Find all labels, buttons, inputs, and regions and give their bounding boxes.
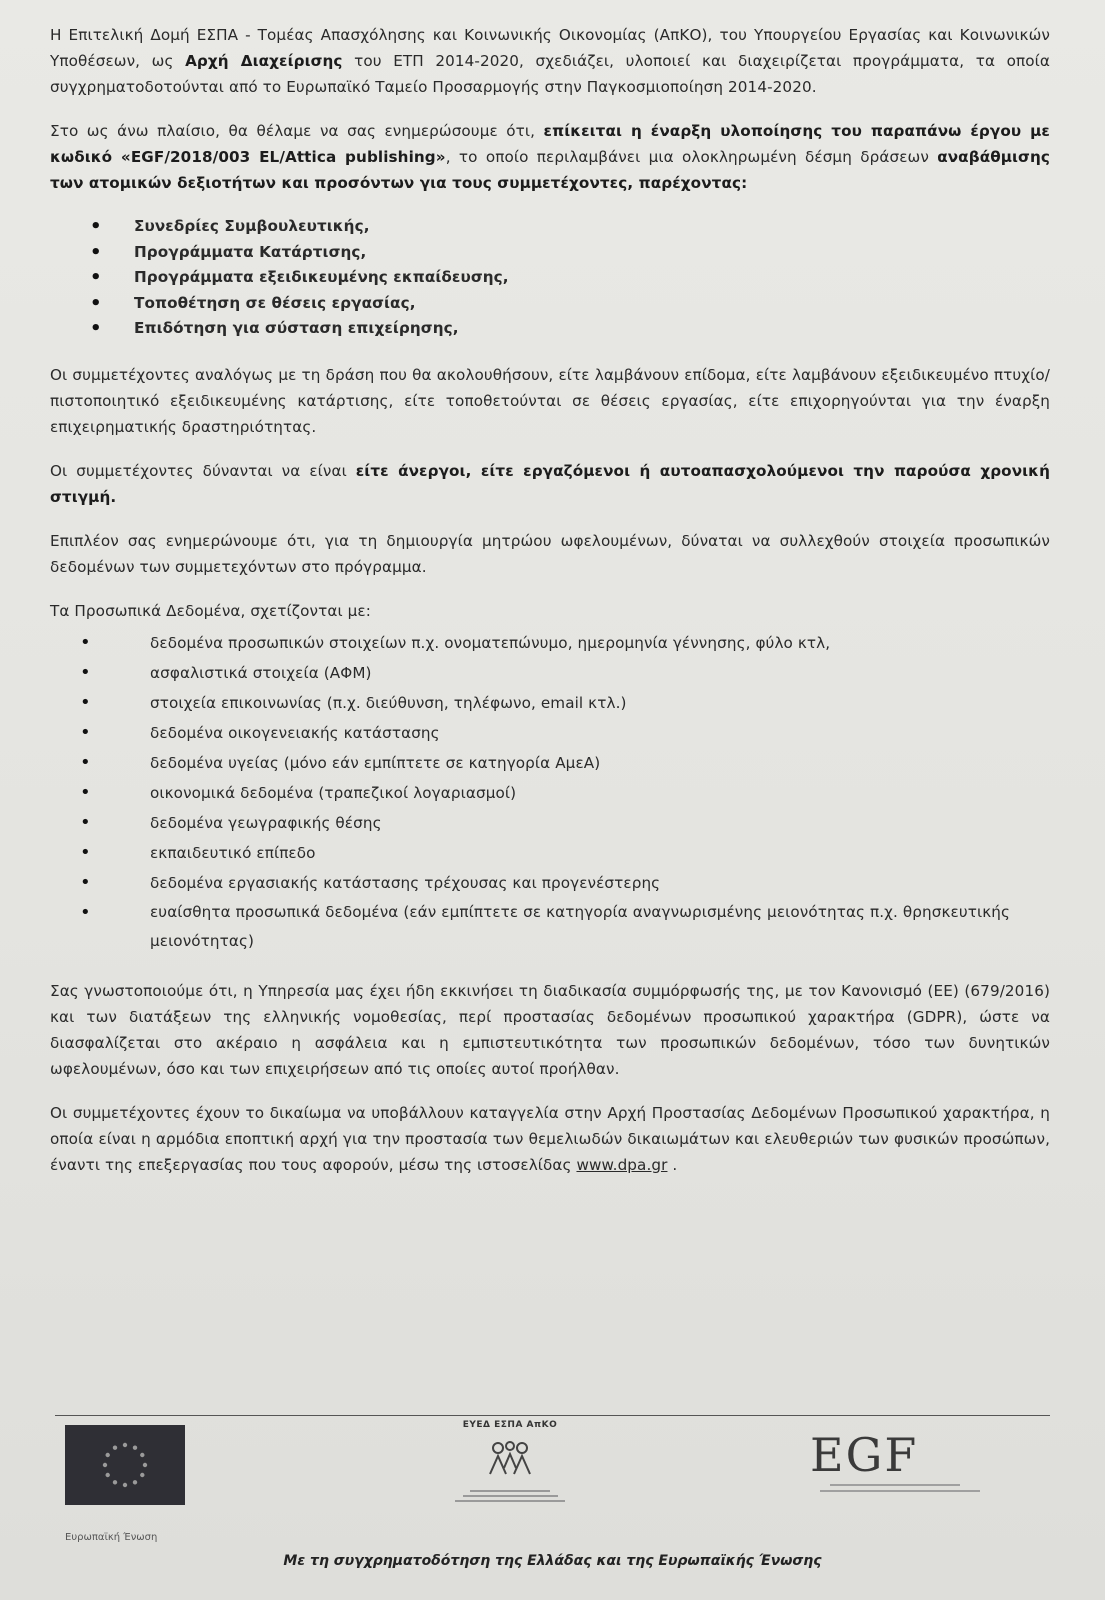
text-span: Η Επιτελική Δομή ΕΣΠΑ - Τομέας Απασχόλησης και Κοινωνικής Οικονομίας (ΑπΚΟ), του Υπουργείου Εργασίας και Κοινωνικών Υποθέσεων, ως — [50, 26, 1050, 70]
paragraph-project-announcement — [50, 118, 1050, 196]
egf-logo — [810, 1430, 990, 1492]
personal-data-item: • οικονομικά δεδομένα (τραπεζικοί λογαριασμοί) — [80, 778, 1050, 808]
personal-data-item: • ασφαλιστικά στοιχεία (ΑΦΜ) — [80, 658, 1050, 688]
text-span: Στο ως άνω πλαίσιο, θα θέλαμε να σας ενημερώσουμε ότι, — [50, 122, 544, 140]
actions-list-item: • Συνεδρίες Συμβουλευτικής, — [90, 214, 1050, 240]
paragraph-data-collection: Επιπλέον σας ενημερώνουμε ότι, για τη δημιουργία μητρώου ωφελουμένων, δύναται να συλλεχθούν στοιχεία προσωπικών δεδομένων των συμμετεχόντων στο πρόγραμμα. — [50, 531, 1050, 576]
eu-flag-icon — [65, 1425, 185, 1505]
eu-caption: Ευρωπαϊκή Ένωση — [65, 1532, 158, 1543]
espa-logo — [420, 1420, 600, 1505]
personal-data-item: • ευαίσθητα προσωπικά δεδομένα (εάν εμπίπτετε σε κατηγορία αναγνωρισμένης μειονότητας π.χ. θρησκευτικής μειονότητας) — [80, 898, 1050, 956]
egf-logo-text: EGF — [810, 1428, 919, 1482]
actions-list-item: • Προγράμματα εξειδικευμένης εκπαίδευσης, — [90, 265, 1050, 291]
eu-flag-logo — [65, 1425, 195, 1520]
bold-text: Αρχή Διαχείρισης — [185, 52, 343, 70]
espa-logo-text-lines — [420, 1490, 600, 1502]
actions-list-item: • Προγράμματα Κατάρτισης, — [90, 240, 1050, 266]
cofunding-statement: Με τη συγχρηματοδότηση της Ελλάδας και της Ευρωπαϊκής Ένωσης — [283, 1553, 822, 1569]
text-span: Οι συμμετέχοντες έχουν το δικαίωμα να υποβάλλουν καταγγελία στην Αρχή Προστασίας Δεδομένων Προσωπικού χαρακτήρα, η οποία είναι η αρμόδια εποπτική αρχή για την προστασία των θεμελιωδών δικαιωμάτων και ελευθεριών των φυσικών προσώπων, έναντι της επεξεργασίας που τους αφορούν, μέσω της ιστοσελίδας — [50, 1103, 1050, 1174]
personal-data-item: • δεδομένα γεωγραφικής θέσης — [80, 808, 1050, 838]
actions-list-item: • Τοποθέτηση σε θέσεις εργασίας, — [90, 291, 1050, 317]
personal-data-item: • εκπαιδευτικό επίπεδο — [80, 838, 1050, 868]
dpa-website-link[interactable]: www.dpa.gr — [576, 1155, 668, 1174]
personal-data-item: • δεδομένα οικογενειακής κατάστασης — [80, 718, 1050, 748]
personal-data-item: • στοιχεία επικοινωνίας (π.χ. διεύθυνση, τηλέφωνο, email κτλ.) — [80, 688, 1050, 718]
paragraph-eligibility — [50, 458, 1050, 510]
footer-divider — [55, 1415, 1050, 1416]
espa-logo-title: ΕΥΕΔ ΕΣΠΑ ΑπΚΟ — [462, 1420, 558, 1430]
paragraph-managing-authority — [50, 22, 1050, 100]
personal-data-item: • δεδομένα προσωπικών στοιχείων π.χ. ονοματεπώνυμο, ημερομηνία γέννησης, φύλο κτλ, — [80, 628, 1050, 658]
letter-body — [50, 22, 1050, 1196]
egf-logo-caption-lines — [810, 1484, 990, 1492]
text-span: . — [667, 1155, 678, 1174]
personal-data-item: • δεδομένα εργασιακής κατάστασης τρέχουσας και προγενέστερης — [80, 868, 1050, 898]
actions-list-item: • Επιδότηση για σύσταση επιχείρησης, — [90, 316, 1050, 342]
paragraph-complaint-right — [50, 1100, 1050, 1178]
text-span: του ΕΤΠ 2014-2020, σχεδιάζει, υλοποιεί και διαχειρίζεται προγράμματα, τα οποία συγχρηματοδοτούνται από το Ευρωπαϊκό Ταμείο Προσαρμογής στην Παγκοσμιοποίηση 2014-2020. — [50, 52, 1051, 96]
bold-text: επίκειται η έναρξη υλοποίησης του παραπάνω έργου με κωδικό «EGF/2018/003 EL/Attica publishing» — [50, 122, 1050, 166]
text-span: Οι συμμετέχοντες δύνανται να είναι — [50, 461, 356, 480]
actions-list — [50, 214, 1050, 342]
text-span: , το οποίο περιλαμβάνει μια ολοκληρωμένη δέσμη δράσεων — [445, 148, 938, 166]
data-intro: Τα Προσωπικά Δεδομένα, σχετίζονται με: — [50, 601, 371, 620]
personal-data-item: • δεδομένα υγείας (μόνο εάν εμπίπτετε σε κατηγορία ΑμεΑ) — [80, 748, 1050, 778]
bold-text: είτε άνεργοι, είτε εργαζόμενοι ή αυτοαπασχολούμενοι την παρούσα χρονική στιγμή. — [50, 461, 1050, 506]
personal-data-list — [50, 628, 1050, 956]
paragraph-gdpr-compliance: Σας γνωστοποιούμε ότι, η Υπηρεσία μας έχει ήδη εκκινήσει τη διαδικασία συμμόρφωσής της, με τον Κανονισμό (ΕΕ) (679/2016) και των διατάξεων της ελληνικής νομοθεσίας, περί προστασίας δεδομένων προσωπικού χαρακτήρα (GDPR), ώστε να διασφαλίζεται στο ακέραιο η ασφάλεια και η εμπιστευτικότητα των προσωπικών δεδομένων, τόσο των δυνητικών ωφελουμένων, όσο και των επιχειρήσεων από τις οποίες αυτοί προήλθαν. — [50, 981, 1050, 1078]
bold-text: αναβάθμισης των ατομικών δεξιοτήτων και προσόντων για τους συμμετέχοντες, παρέχοντας: — [50, 148, 1050, 192]
people-emblem-icon — [480, 1438, 540, 1480]
eu-stars-icon — [65, 1425, 185, 1505]
paragraph-participant-benefits: Οι συμμετέχοντες αναλόγως με τη δράση που θα ακολουθήσουν, είτε λαμβάνουν επίδομα, είτε λαμβάνουν εξειδικευμένο πτυχίο/πιστοποιητικό εξειδικευμένης κατάρτισης, είτε τοποθετούνται σε θέσεις εργασίας, είτε επιχορηγούνται για την έναρξη επιχειρηματικής δραστηριότητας. — [50, 365, 1050, 436]
